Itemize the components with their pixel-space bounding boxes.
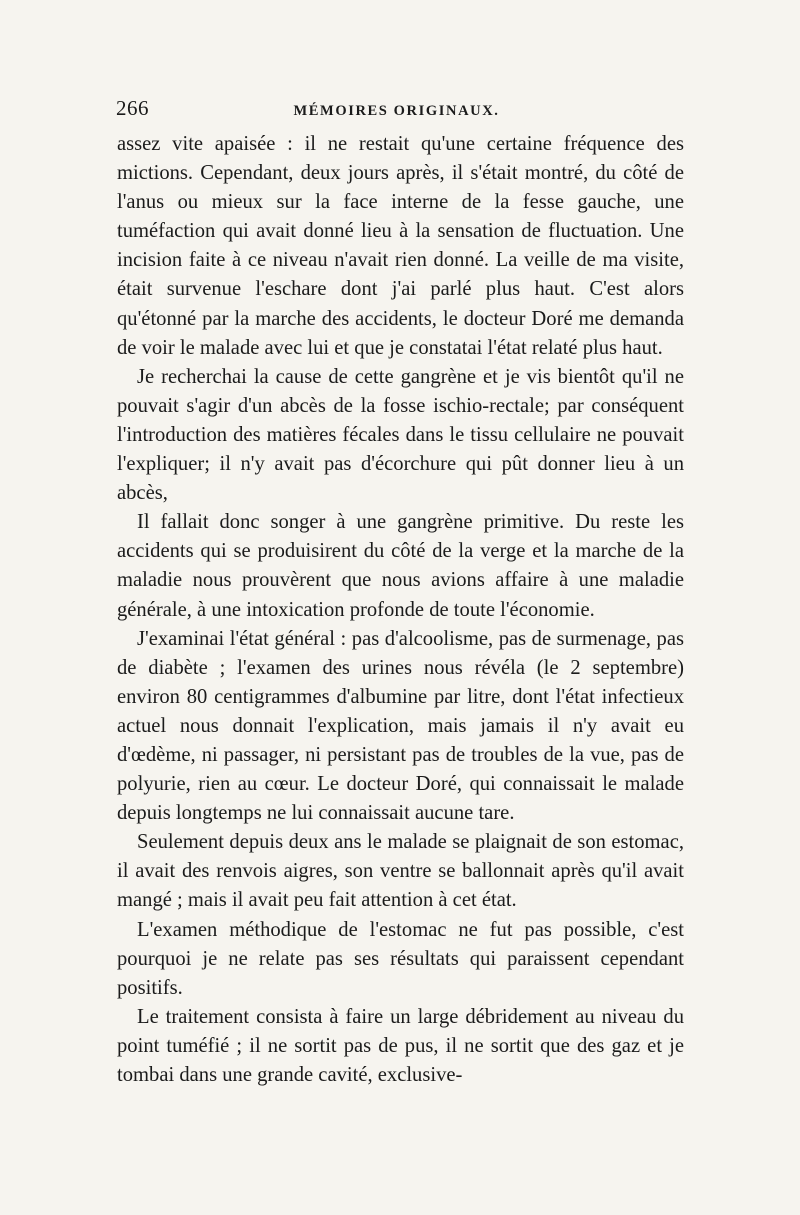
paragraph-7: Le traitement consista à faire un large débridement au niveau du point tuméfié ; il ne sortit pas de pus, il ne sortit que des gaz et je tombai dans une grande cavité, exclusive- xyxy=(117,1005,684,1086)
page-number: 266 xyxy=(116,96,149,120)
body-text xyxy=(117,130,684,1090)
page-header xyxy=(116,96,684,124)
paragraph-1: assez vite apaisée : il ne restait qu'une certaine fréquence des mictions. Cependant, deux jours après, il s'était montré, du côté de l'anus ou mieux sur la face interne de la fesse gauche, une tuméfaction qui avait donné lieu à la sensation de fluctuation. Une incision faite à ce niveau n'avait rien donné. La veille de ma visite, était survenue l'eschare dont j'ai parlé plus haut. C'est alors qu'étonné par la marche des accidents, le docteur Doré me demanda de voir le malade avec lui et que je constatai l'état relaté plus haut. xyxy=(117,133,684,359)
paragraph-4: J'examinai l'état général : pas d'alcoolisme, pas de surmenage, pas de diabète ; l'examen des urines nous révéla (le 2 septembre) environ 80 centigrammes d'albumine par litre, dont l'état infectieux actuel nous donnait l'explication, mais jamais il n'y avait eu d'œdème, ni passager, ni persistant pas de troubles de la vue, pas de polyurie, rien au cœur. Le docteur Doré, qui connaissait le malade depuis longtemps ne lui connaissait aucune tare. xyxy=(117,627,684,825)
running-title: MÉMOIRES ORIGINAUX. xyxy=(293,103,500,119)
paragraph-6: L'examen méthodique de l'estomac ne fut pas possible, c'est pourquoi je ne relate pas ses résultats qui paraissent cependant positifs. xyxy=(117,918,684,999)
paragraph-2: Je recherchai la cause de cette gangrène et je vis bientôt qu'il ne pouvait s'agir d'un abcès de la fosse ischio-rectale; par conséquent l'introduction des matières fécales dans le tissu cellulaire ne pouvait l'expliquer; il n'y avait pas d'écorchure qui pût donner lieu à un abcès, xyxy=(117,365,684,505)
paragraph-5: Seulement depuis deux ans le malade se plaignait de son estomac, il avait des renvois aigres, son ventre se ballonnait après qu'il avait mangé ; mais il avait peu fait attention à cet état. xyxy=(117,831,684,912)
paragraph-3: Il fallait donc songer à une gangrène primitive. Du reste les accidents qui se produisirent du côté de la verge et la marche de la maladie nous prouvèrent que nous avions affaire à une maladie générale, à une intoxication profonde de toute l'économie. xyxy=(117,511,684,621)
